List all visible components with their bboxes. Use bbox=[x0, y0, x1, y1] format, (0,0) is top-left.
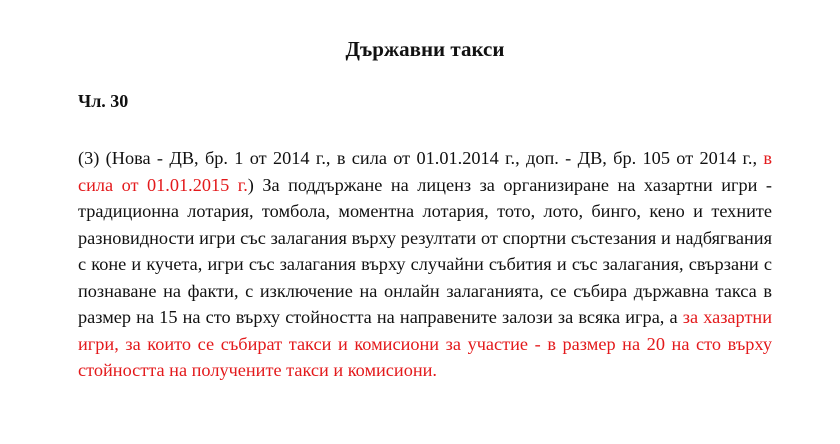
article-heading: Чл. 30 bbox=[78, 91, 129, 111]
document-page bbox=[78, 0, 772, 444]
paragraph-text-main: ) За поддържане на лиценз за организиране на хазартни игри - традиционна лотария, томбола, моментна лотария, тото, лото, бинго, кено и техните разновидности игри със залагания върху резултати от спортни състезания и надбягвания с коне и кучета, игри със залагания върху случайни събития и със залагания, свързани с познаване на факти, с изключение на онлайн залаганията, се събира държавна такса в размер на 15 на сто върху стойността на направените залози за всяка игра, а bbox=[78, 174, 773, 327]
paragraph-text-amendments: (3) (Нова - ДВ, бр. 1 от 2014 г., в сила от 01.01.2014 г., доп. - ДВ, бр. 105 от 2014 г., bbox=[78, 148, 764, 168]
highlighted-fee-clause: за хазартни игри, за които се събират такси и комисиони за участие - в размер на 20 на сто върху стойността на получените такси и комисиони. bbox=[78, 307, 772, 380]
highlighted-effective-date: в сила от 01.01.2015 г. bbox=[78, 148, 772, 195]
article-paragraph bbox=[78, 145, 772, 384]
document-title: Държавни такси bbox=[345, 37, 505, 61]
